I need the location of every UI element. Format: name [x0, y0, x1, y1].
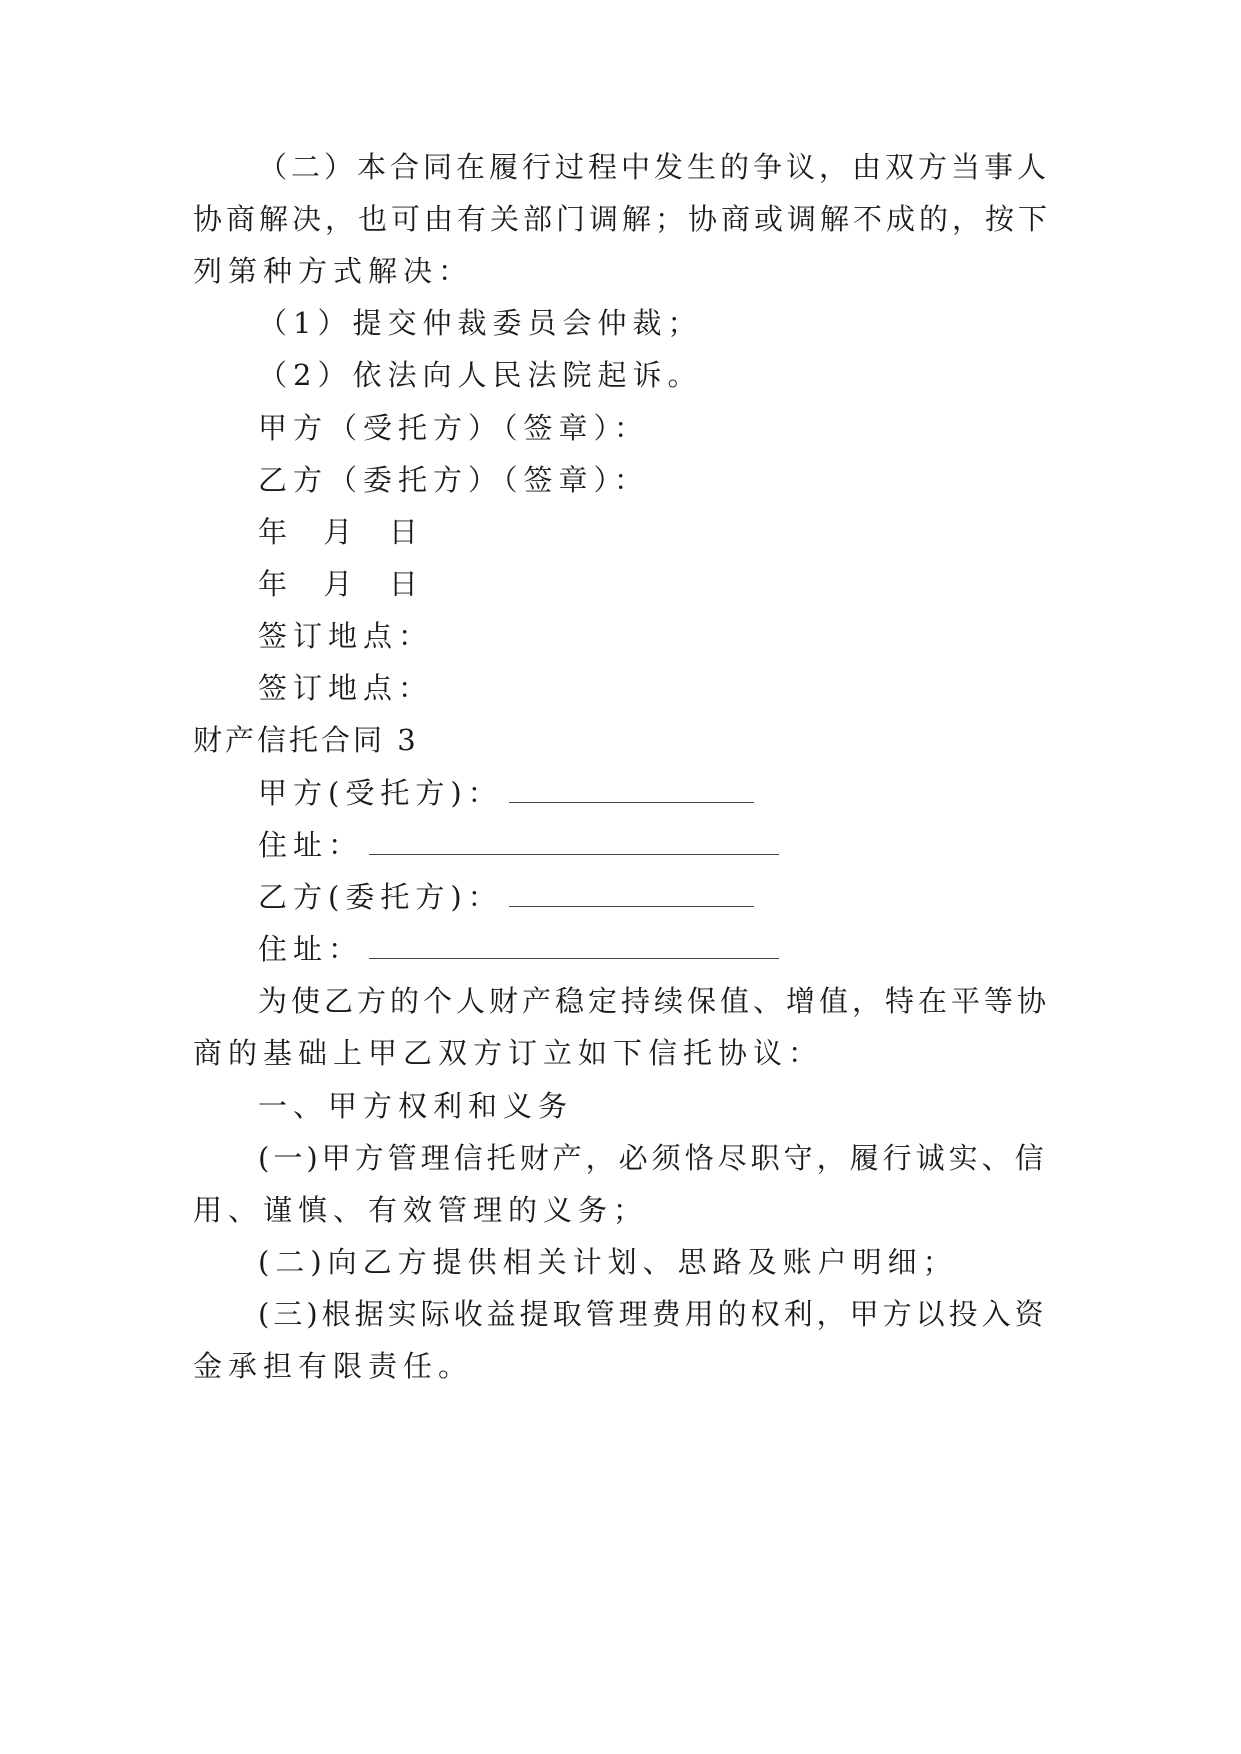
party-b-blank	[509, 878, 754, 907]
option-arbitration: （1）提交仲裁委员会仲裁；	[258, 306, 703, 340]
party-b-address-label: 住址：	[258, 932, 364, 966]
clause-3-line-1: (三)根据实际收益提取管理费用的权利，甲方以投入资	[258, 1297, 1048, 1331]
section-heading-party-a: 一、甲方权利和义务	[258, 1089, 574, 1123]
party-b-signature: 乙方（委托方）（签章）：	[258, 463, 650, 497]
clause-3-line-2: 金承担有限责任。	[193, 1349, 474, 1383]
option-court: （2）依法向人民法院起诉。	[258, 358, 703, 392]
preamble-line-2: 商的基础上甲乙双方订立如下信托协议：	[193, 1036, 824, 1070]
party-b-address-field	[258, 929, 779, 969]
party-a-signature: 甲方（受托方）（签章）：	[258, 411, 650, 445]
contract-title: 财产信托合同 3	[193, 723, 419, 757]
party-a-address-blank	[369, 826, 779, 855]
party-a-field	[258, 773, 754, 813]
party-a-label: 甲方(受托方)：	[258, 776, 503, 810]
signing-place-2: 签订地点：	[258, 671, 434, 705]
paragraph-dispute-line-1: （二）本合同在履行过程中发生的争议，由双方当事人	[258, 150, 1051, 184]
date-line-2: 年 月 日	[258, 567, 424, 601]
party-b-field	[258, 877, 754, 917]
preamble-line-1: 为使乙方的个人财产稳定持续保值、增值，特在平等协	[258, 984, 1051, 1018]
paragraph-dispute-line-2: 协商解决，也可由有关部门调解；协商或调解不成的，按下	[193, 202, 1052, 236]
party-a-address-field	[258, 825, 779, 865]
party-a-address-label: 住址：	[258, 828, 364, 862]
signing-place-1: 签订地点：	[258, 619, 434, 653]
party-b-label: 乙方(委托方)：	[258, 880, 503, 914]
party-b-address-blank	[369, 930, 779, 959]
paragraph-dispute-line-3: 列第种方式解决：	[193, 254, 474, 288]
clause-2: (二)向乙方提供相关计划、思路及账户明细；	[258, 1245, 958, 1279]
party-a-blank	[509, 774, 754, 803]
clause-1-line-2: 用、谨慎、有效管理的义务；	[193, 1193, 649, 1227]
clause-1-line-1: (一)甲方管理信托财产，必须恪尽职守，履行诚实、信	[258, 1141, 1048, 1175]
date-line-1: 年 月 日	[258, 515, 424, 549]
